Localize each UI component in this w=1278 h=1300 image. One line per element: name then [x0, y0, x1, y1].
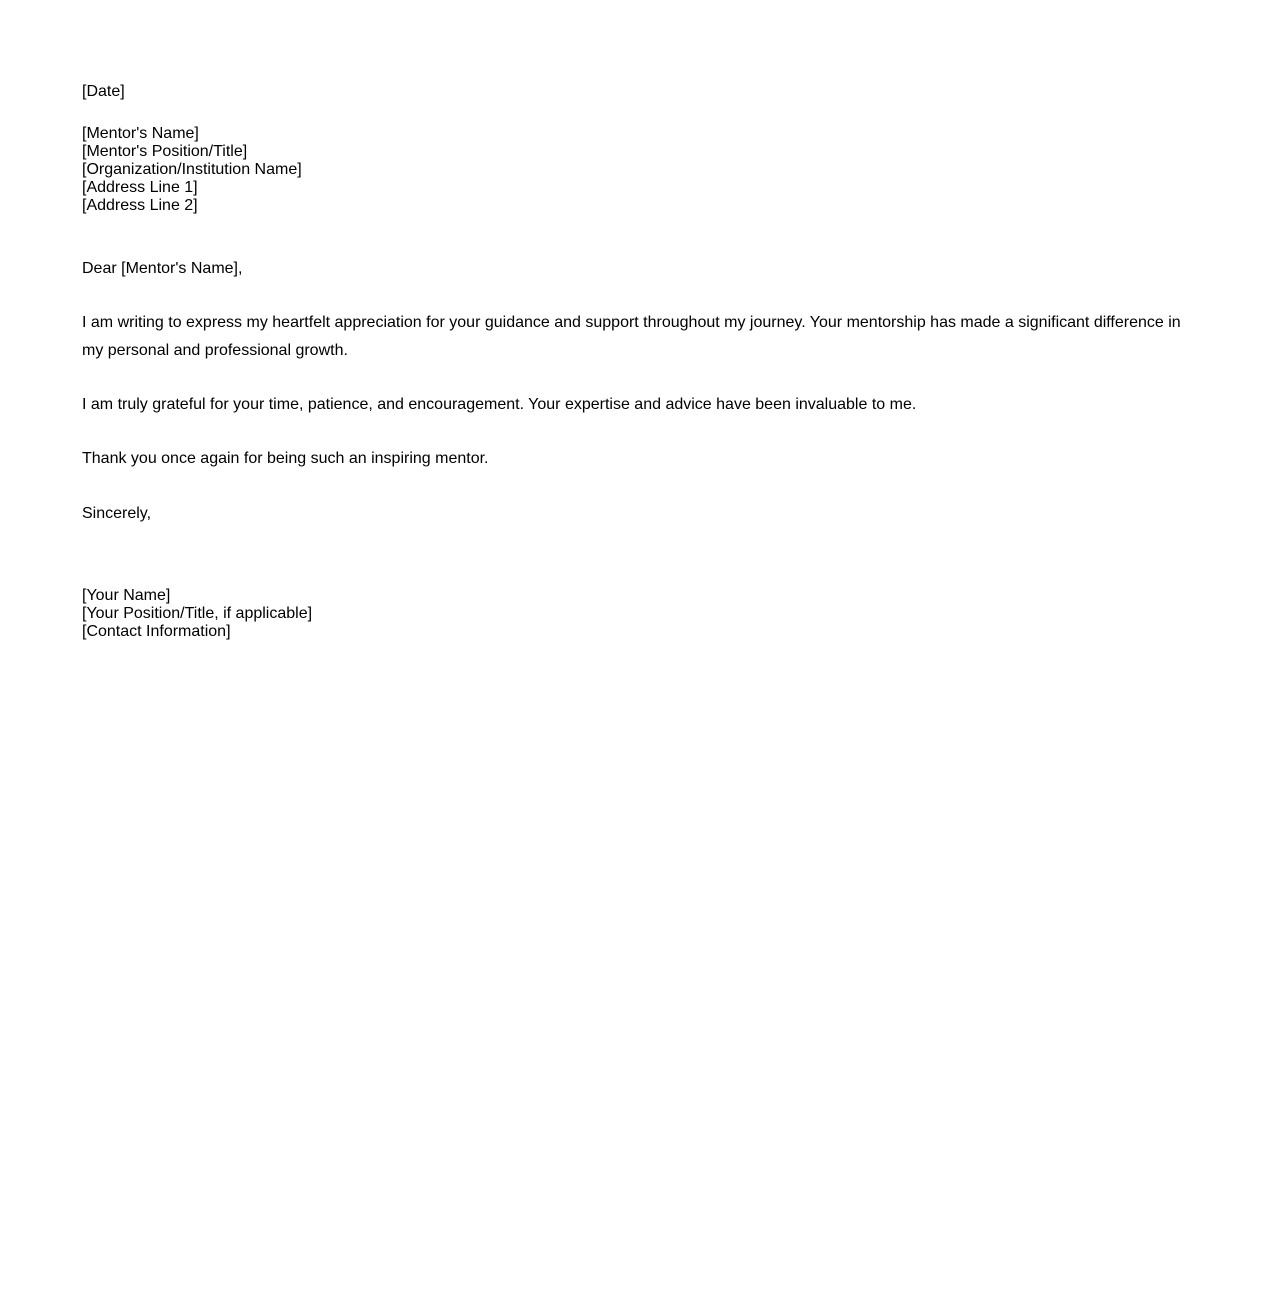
recipient-position: [Mentor's Position/Title]	[82, 143, 248, 160]
sender-name: [Your Name]	[82, 587, 171, 604]
body-paragraph: I am writing to express my heartfelt appreciation for your guidance and support throughout my journey. Your mentorship has made a significant difference in my personal and professional growth.	[82, 314, 1181, 359]
recipient-address-line-1: [Address Line 1]	[82, 179, 198, 196]
closing: Sincerely,	[82, 505, 152, 522]
body-paragraph: Thank you once again for being such an inspiring mentor.	[82, 450, 489, 467]
letter-date: [Date]	[82, 83, 125, 100]
salutation: Dear [Mentor's Name],	[82, 260, 243, 277]
sender-contact: [Contact Information]	[82, 623, 231, 640]
sender-position: [Your Position/Title, if applicable]	[82, 605, 313, 622]
recipient-name: [Mentor's Name]	[82, 125, 199, 142]
signature-block	[82, 587, 312, 641]
body-paragraph: I am truly grateful for your time, patience, and encouragement. Your expertise and advice have been invaluable to me.	[82, 396, 917, 413]
recipient-address-block	[82, 125, 302, 215]
recipient-organization: [Organization/Institution Name]	[82, 161, 302, 178]
recipient-address-line-2: [Address Line 2]	[82, 197, 198, 214]
